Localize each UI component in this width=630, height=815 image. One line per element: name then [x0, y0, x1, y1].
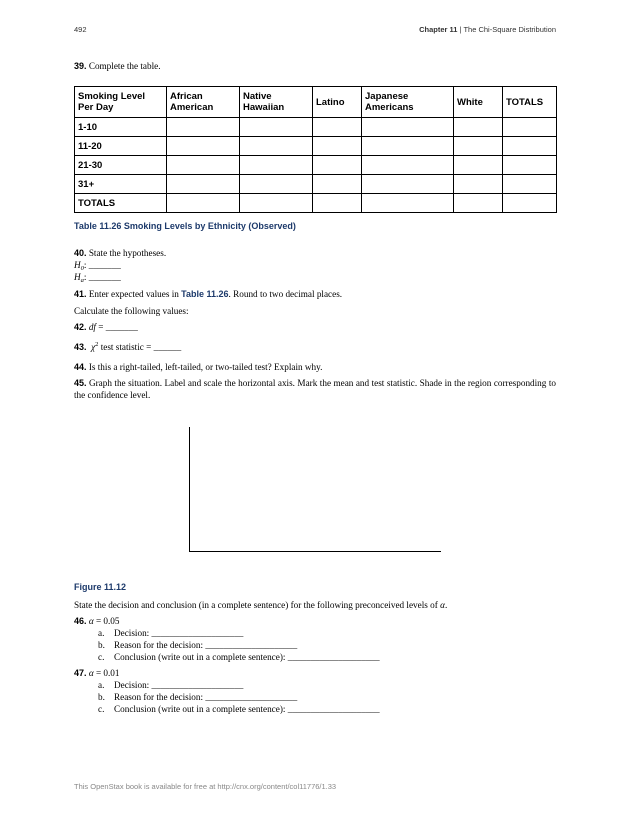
list-item[interactable]: b. Reason for the decision: ____________________	[98, 640, 298, 650]
table-cell[interactable]	[454, 137, 503, 156]
table-cell[interactable]	[454, 194, 503, 213]
table-header-row	[75, 87, 557, 118]
table-cell[interactable]	[167, 156, 240, 175]
question-text: Is this a right-tailed, left-tailed, or two-tailed test? Explain why.	[86, 362, 323, 372]
table-cell[interactable]	[167, 118, 240, 137]
question-number: 42.	[74, 322, 87, 332]
table-cell[interactable]	[313, 156, 362, 175]
question-number: 47.	[74, 668, 87, 678]
table-cell[interactable]	[313, 137, 362, 156]
table-row	[75, 175, 557, 194]
table-cell[interactable]	[454, 156, 503, 175]
question-number: 46.	[74, 616, 87, 626]
question-41: 41. Enter expected values in Table 11.26. Round to two decimal places.	[74, 289, 343, 299]
answer-blank[interactable]: : _______	[83, 272, 121, 282]
question-number: 40.	[74, 248, 87, 258]
question-40	[74, 247, 166, 259]
header-totals: TOTALS	[503, 87, 557, 118]
list-item[interactable]: c. Conclusion (write out in a complete sentence): ____________________	[98, 704, 380, 714]
table-cell[interactable]	[167, 137, 240, 156]
header-latino: Latino	[313, 87, 362, 118]
table-cell[interactable]	[454, 175, 503, 194]
table-cell[interactable]	[313, 118, 362, 137]
null-hypothesis: $H_0$: _______	[74, 260, 121, 272]
header-native-hawaiian: Native Hawaiian	[240, 87, 313, 118]
table-cell[interactable]	[362, 118, 454, 137]
table-cell[interactable]	[167, 175, 240, 194]
list-item[interactable]: b. Reason for the decision: ____________________	[98, 692, 298, 702]
answer-blank[interactable]: test statistic = ______	[98, 342, 182, 353]
question-number: 44.	[74, 362, 87, 372]
row-label: 21-30	[75, 156, 167, 175]
calculate-instruction: Calculate the following values:	[74, 306, 189, 316]
row-label: TOTALS	[75, 194, 167, 213]
table-row	[75, 194, 557, 213]
question-44	[74, 361, 322, 373]
table-cell[interactable]	[503, 118, 557, 137]
table-cell[interactable]	[362, 137, 454, 156]
question-number: 43.	[74, 342, 87, 353]
table-cell[interactable]	[362, 194, 454, 213]
chapter-title: The Chi-Square Distribution	[463, 25, 556, 34]
question-42: 42. df = _______	[74, 322, 138, 332]
header-smoking-level: Smoking Level Per Day	[75, 87, 167, 118]
question-47: 47. α = 0.01	[74, 668, 120, 678]
header-white: White	[454, 87, 503, 118]
question-46: 46. α = 0.05	[74, 616, 120, 626]
table-row	[75, 137, 557, 156]
question-45	[74, 377, 556, 401]
table-link[interactable]: Table 11.26	[181, 289, 229, 299]
list-item[interactable]: a. Decision: ____________________	[98, 628, 244, 638]
header-african-american: African American	[167, 87, 240, 118]
list-item[interactable]: c. Conclusion (write out in a complete sentence): ____________________	[98, 652, 380, 662]
table-cell[interactable]	[503, 175, 557, 194]
row-label: 1-10	[75, 118, 167, 137]
row-label: 11-20	[75, 137, 167, 156]
question-text: State the hypotheses.	[86, 248, 167, 258]
question-text: Graph the situation. Label and scale the horizontal axis. Mark the mean and test statistic. Shade in the region corresponding to the confidence level.	[74, 378, 556, 400]
table-cell[interactable]	[503, 137, 557, 156]
page-number: 492	[74, 25, 87, 34]
chapter-label: Chapter 11	[419, 25, 458, 34]
footer-note: This OpenStax book is available for free at http://cnx.org/content/col11776/1.33	[74, 782, 337, 791]
table-row	[75, 156, 557, 175]
table-cell[interactable]	[240, 175, 313, 194]
table-cell[interactable]	[503, 156, 557, 175]
question-number: 39.	[74, 61, 87, 71]
figure-caption: Figure 11.12	[74, 582, 127, 592]
graph-vertical-axis	[189, 427, 190, 552]
table-cell[interactable]	[167, 194, 240, 213]
table-cell[interactable]	[313, 175, 362, 194]
answer-blank[interactable]: : _______	[83, 260, 121, 270]
list-item[interactable]: a. Decision: ____________________	[98, 680, 244, 690]
alternative-hypothesis: $H_a$: _______	[74, 272, 121, 284]
question-number: 41.	[74, 289, 87, 299]
running-header	[419, 25, 556, 34]
table-cell[interactable]	[362, 175, 454, 194]
row-label: 31+	[75, 175, 167, 194]
graph-horizontal-axis	[189, 551, 441, 552]
table-cell[interactable]	[503, 194, 557, 213]
table-cell[interactable]	[240, 156, 313, 175]
decision-intro: State the decision and conclusion (in a complete sentence) for the following preconceived levels of α.	[74, 600, 448, 610]
table-cell[interactable]	[454, 118, 503, 137]
table-cell[interactable]	[240, 118, 313, 137]
question-39	[74, 60, 161, 72]
table-row	[75, 118, 557, 137]
header-separator: |	[457, 25, 464, 34]
table-cell[interactable]	[313, 194, 362, 213]
table-caption: Table 11.26 Smoking Levels by Ethnicity (Observed)	[74, 221, 296, 231]
question-number: 45.	[74, 378, 87, 388]
table-cell[interactable]	[240, 194, 313, 213]
table-cell[interactable]	[240, 137, 313, 156]
question-text: Complete the table.	[86, 61, 161, 71]
question-43: 43. $\chi^2$ test statistic = ______	[74, 341, 182, 353]
smoking-table	[74, 86, 557, 213]
answer-blank[interactable]: = _______	[95, 322, 138, 332]
table-cell[interactable]	[362, 156, 454, 175]
header-japanese-americans: Japanese Americans	[362, 87, 454, 118]
